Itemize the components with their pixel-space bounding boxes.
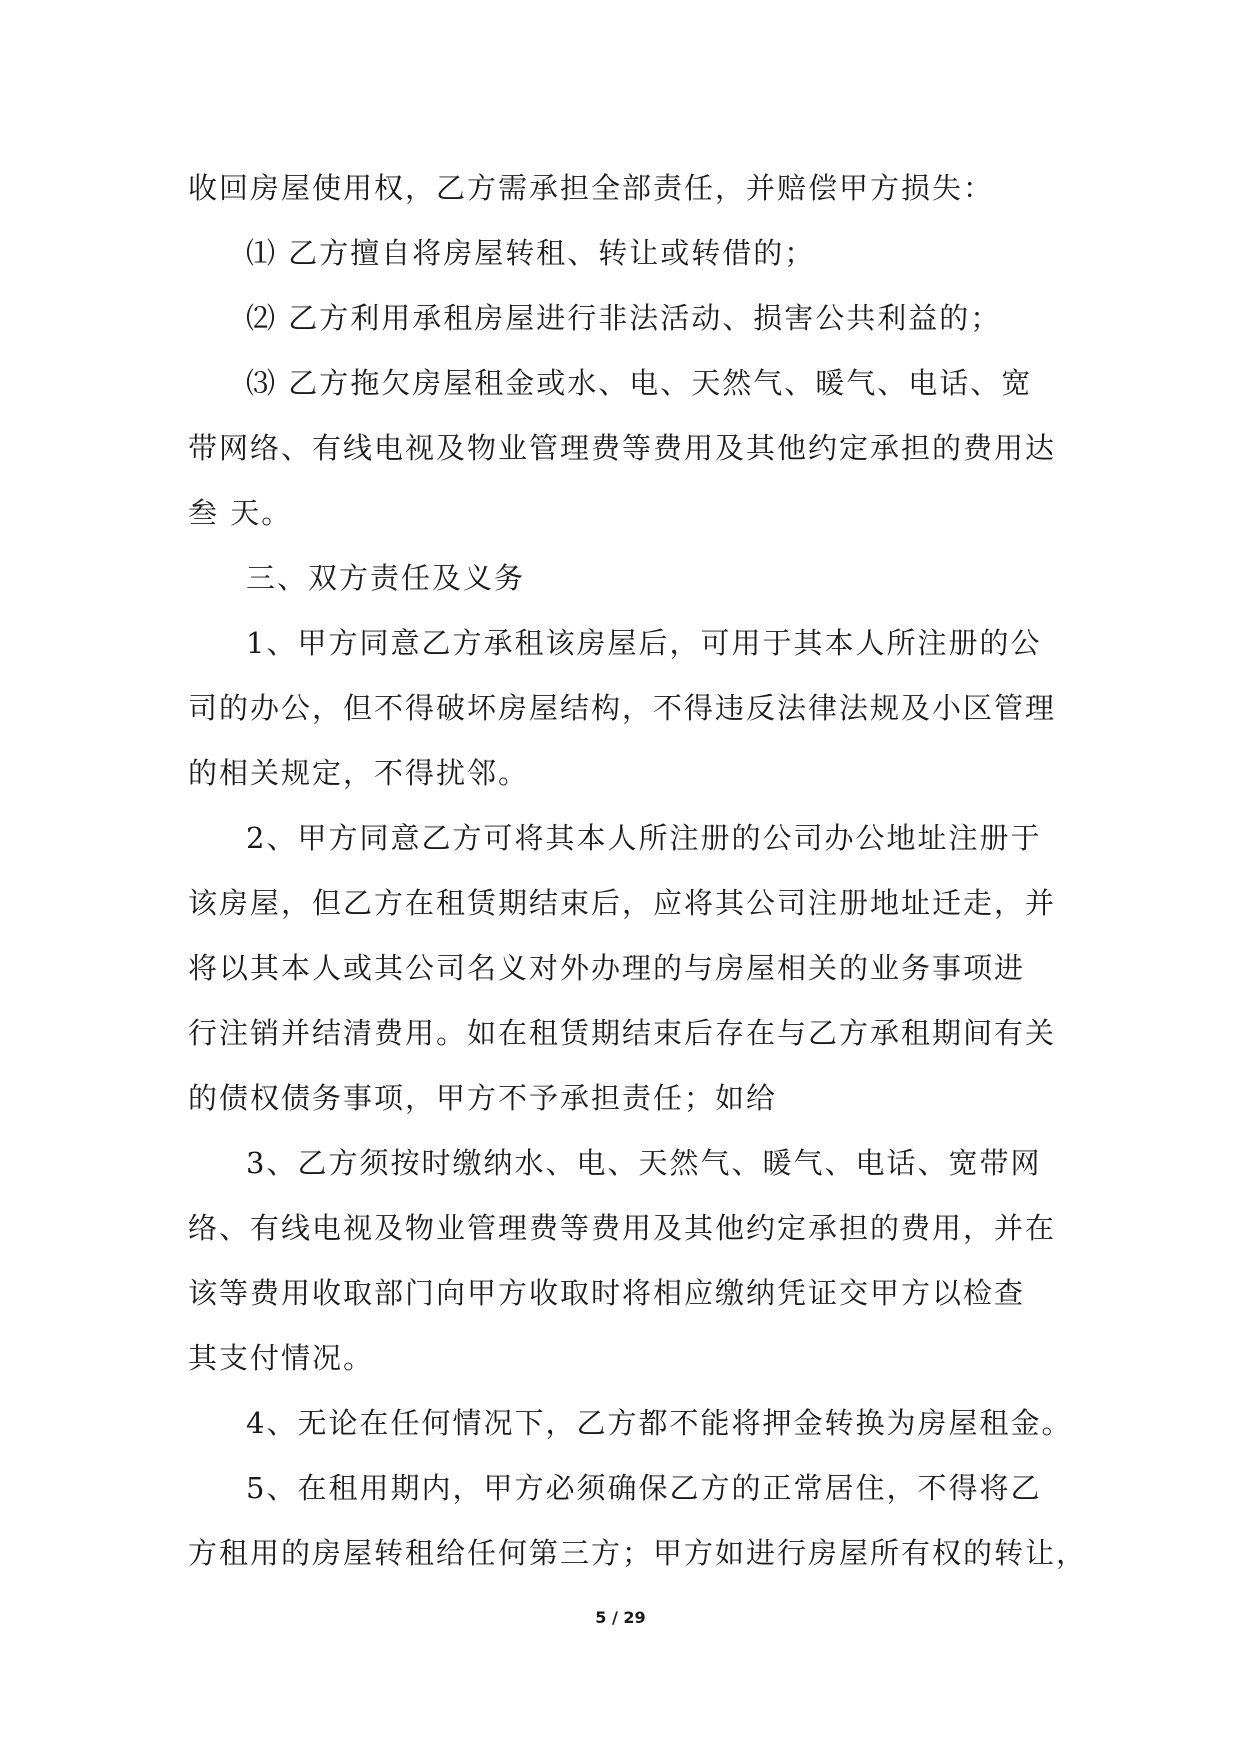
document-body [188, 156, 1088, 1586]
text-line: 收回房屋使用权，乙方需承担全部责任，并赔偿甲方损失： [188, 171, 995, 205]
section-heading: 三、双方责任及义务 [246, 561, 526, 595]
text-line: 该房屋，但乙方在租赁期结束后，应将其公司注册地址迁走，并 [188, 886, 1057, 920]
list-item-text: ⑵ 乙方利用承租房屋进行非法活动、损害公共利益的； [246, 301, 1002, 335]
paragraph-text: 5、在租用期内，甲方必须确保乙方的正常居住，不得将乙 [246, 1471, 1042, 1505]
list-item-text: ⑴ 乙方擅自将房屋转租、转让或转借的； [246, 236, 816, 270]
text-line: 带网络、有线电视及物业管理费等费用及其他约定承担的费用达 [188, 431, 1057, 465]
page-number: 5 / 29 [595, 1608, 646, 1627]
text-line: 行注销并结清费用。如在租赁期结束后存在与乙方承租期间有关 [188, 1016, 1057, 1050]
text-line: 络、有线电视及物业管理费等费用及其他约定承担的费用，并在 [188, 1211, 1057, 1245]
text-line: 司的办公，但不得破坏房屋结构，不得违反法律法规及小区管理 [188, 691, 1057, 725]
text-line: 方租用的房屋转租给任何第三方；甲方如进行房屋所有权的转让， [188, 1536, 1088, 1570]
text-line: 该等费用收取部门向甲方收取时将相应缴纳凭证交甲方以检查 [188, 1276, 1026, 1310]
text-line: 的相关规定，不得扰邻。 [188, 756, 530, 790]
paragraph-text: 1、甲方同意乙方承租该房屋后，可用于其本人所注册的公 [246, 626, 1042, 660]
text-line: 叁 天。 [188, 496, 293, 530]
list-item-text: ⑶ 乙方拖欠房屋租金或水、电、天然气、暖气、电话、宽 [246, 366, 1033, 400]
paragraph-text: 2、甲方同意乙方可将其本人所注册的公司办公地址注册于 [246, 821, 1042, 855]
text-line: 将以其本人或其公司名义对外办理的与房屋相关的业务事项进 [188, 951, 1026, 985]
paragraph-text: 4、无论在任何情况下，乙方都不能将押金转换为房屋租金。 [246, 1406, 1073, 1440]
paragraph-text: 3、乙方须按时缴纳水、电、天然气、暖气、电话、宽带网 [246, 1146, 1042, 1180]
text-line: 其支付情况。 [188, 1341, 375, 1375]
text-line: 的债权债务事项，甲方不予承担责任；如给 [188, 1081, 778, 1115]
